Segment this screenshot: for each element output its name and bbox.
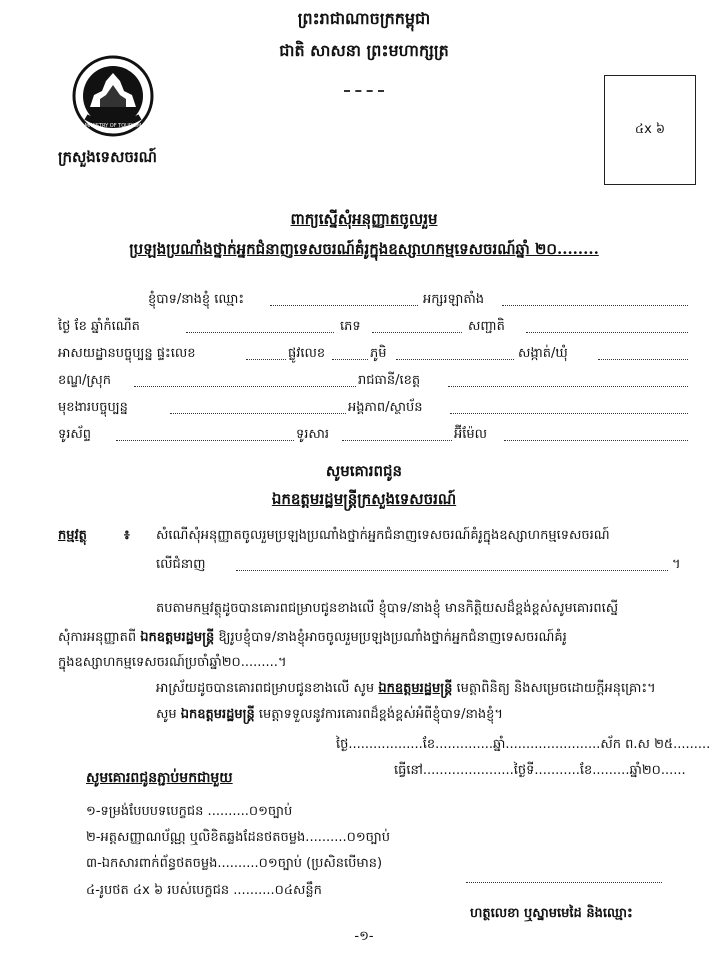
body-para3	[156, 706, 503, 725]
motto-divider	[344, 90, 384, 92]
field-commune-label: សង្កាត់/ឃុំ	[518, 346, 568, 361]
subject-colon: ៖	[124, 528, 130, 543]
field-name-line[interactable]	[270, 305, 418, 306]
field-name-label: ខ្ញុំបាទ/នាងខ្ញុំ ឈ្មោះ	[148, 292, 245, 307]
field-village-label: ភូមិ	[370, 346, 387, 361]
body-para1-pre: សុំការអនុញ្ញាតពី	[58, 630, 141, 645]
kingdom-heading: ព្រះរាជាណាចក្រកម្ពុជា	[297, 9, 431, 28]
photo-placeholder	[604, 75, 696, 185]
subject-text-line2: លើជំនាញ	[156, 557, 206, 572]
field-nationality-label: សញ្ជាតិ	[468, 319, 505, 334]
body-para2-pre: អាស្រ័យដូចបានគោរពជម្រាបជូនខាងលើ សូម	[156, 681, 379, 696]
field-fax-label: ទូរសារ	[296, 427, 330, 442]
field-district-label: ខណ្ឌ/ស្រុក	[58, 373, 112, 388]
signature-label: ហត្ថលេខា ឬស្នាមមេដៃ និងឈ្មោះ	[470, 906, 633, 921]
field-nationality-line[interactable]	[526, 332, 688, 333]
subject-text-line1: សំណើសុំអនុញ្ញាតចូលរួមប្រឡងប្រណាំងថ្នាក់អ្នកជំនាញទេសចរណ៍គំរូក្នុងឧស្សាហកម្មទេសចរណ៍	[156, 528, 610, 543]
field-unit-line[interactable]	[450, 413, 688, 414]
field-street-label: ផ្លូវលេខ	[288, 346, 326, 361]
attachment-item: ២-អត្តសញ្ញាណប័ណ្ណ ឬលិខិតឆ្លងដែនថតចម្លង..........០១ច្បាប់	[86, 830, 390, 845]
body-para2-minister: ឯកឧត្តមរដ្ឋមន្ត្រី	[378, 681, 453, 696]
field-latin-label: អក្សរឡាតាំង	[423, 292, 485, 307]
attachments-heading: សូមគោរពជូនភ្ជាប់មកជាមួយ	[86, 770, 233, 786]
field-province-label: រាជធានី/ខេត្ត	[358, 373, 421, 388]
field-fax-line[interactable]	[342, 440, 452, 441]
signature-line[interactable]	[466, 882, 662, 883]
body-para1-minister: ឯកឧត្តមរដ្ឋមន្ត្រី	[140, 630, 215, 645]
subject-label: កម្មវត្ថុ	[58, 528, 87, 543]
field-commune-line[interactable]	[598, 359, 688, 360]
field-sex-line[interactable]	[372, 332, 462, 333]
attachment-item: ៣-ឯកសារពាក់ព័ន្ធថតចម្លង..........០១ច្បាប់ (ប្រសិនបើមាន)	[86, 856, 383, 871]
addressee-respect: សូមគោរពជូន	[325, 462, 403, 480]
ministry-logo-icon	[72, 55, 154, 137]
field-position-line[interactable]	[170, 413, 346, 414]
national-motto: ជាតិ សាសនា ព្រះមហាក្សត្រ	[279, 41, 449, 60]
field-house-label: អាសយដ្ឋានបច្ចុប្បន្ន ផ្ទះលេខ	[58, 346, 196, 361]
field-sex-label: ភេទ	[340, 319, 361, 334]
field-province-line[interactable]	[448, 386, 688, 387]
field-unit-label: អង្គភាព/ស្ថាប័ន	[348, 400, 423, 415]
photo-size-label: ៤x ៦	[634, 121, 666, 137]
field-phone-label: ទូរស័ព្ទ	[58, 427, 92, 442]
subject-end: ។	[672, 557, 681, 572]
field-position-label: មុខងារបច្ចុប្បន្ន	[58, 400, 128, 415]
field-dob-label: ថ្ងៃ ខែ ឆ្នាំកំណើត	[58, 319, 140, 334]
body-para3-pre: សូម	[156, 707, 181, 722]
lunar-date-line: ថ្ងៃ..................ខែ..............ឆ្នាំ.......................ស័ក ព.ស ២៥.........	[336, 737, 711, 752]
body-para3-minister: ឯកឧត្តមរដ្ឋមន្ត្រី	[180, 707, 255, 722]
page-number: -១-	[354, 929, 374, 944]
subject-skill-line[interactable]	[236, 570, 668, 571]
form-title: ពាក្យស្នើសុំអនុញ្ញាតចូលរួម	[290, 210, 438, 228]
field-district-line[interactable]	[134, 386, 356, 387]
body-para1-line2	[58, 629, 567, 648]
body-para3-post: មេត្តាទទួលនូវការគោរពដ៏ខ្ពង់ខ្ពស់អំពីខ្ញុំបាទ/នាងខ្ញុំ។	[254, 707, 503, 722]
body-para1-line1: តបតាមកម្មវត្ថុដូចបានគោរពជម្រាបជូនខាងលើ ខ្ញុំបាទ/នាងខ្ញុំ មានកិត្តិយសដ៏ខ្ពង់ខ្ពស់សូមគោរពស្នើ	[156, 601, 619, 616]
body-para1-line3: ក្នុងឧស្សាហកម្មទេសចរណ៍ប្រចាំឆ្នាំ២០.........។	[58, 655, 287, 670]
ministry-name: ក្រសួងទេសចរណ៍	[58, 148, 157, 166]
field-dob-line[interactable]	[186, 332, 334, 333]
field-house-line[interactable]	[246, 359, 286, 360]
addressee-minister: ឯកឧត្តមរដ្ឋមន្ត្រីក្រសួងទេសចរណ៍	[271, 490, 457, 508]
field-phone-line[interactable]	[116, 440, 294, 441]
field-village-line[interactable]	[396, 359, 514, 360]
body-para2-post: មេត្តាពិនិត្យ និងសម្រេចដោយក្តីអនុគ្រោះ។	[452, 681, 656, 696]
logo-caption: MINISTRY OF TOURISM	[84, 123, 142, 129]
attachment-item: ១-ទម្រង់បែបបទបេក្ខជន ..........០១ច្បាប់	[86, 804, 293, 819]
field-email-line[interactable]	[504, 440, 688, 441]
body-para1-post: ឱ្យរូបខ្ញុំបាទ/នាងខ្ញុំអាចចូលរួមប្រឡងប្រណាំងថ្នាក់អ្នកជំនាញទេសចរណ៍គំរូ	[214, 630, 567, 645]
form-subtitle: ប្រឡងប្រណាំងថ្នាក់អ្នកជំនាញទេសចរណ៍គំរូក្នុងឧស្សាហកម្មទេសចរណ៍ឆ្នាំ ២០........	[129, 240, 599, 258]
field-street-line[interactable]	[332, 359, 368, 360]
field-email-label: អ៊ីម៉ែល	[454, 427, 488, 442]
attachment-item: ៤-រូបថត ៤x ៦ របស់បេក្ខជន ..........០៤សន្លឹក	[86, 883, 322, 898]
field-latin-line[interactable]	[502, 305, 688, 306]
solar-date-line: ធ្វើនៅ......................ថ្ងៃទី...........ខែ.........ឆ្នាំ២០......	[394, 763, 686, 778]
body-para2	[156, 680, 656, 699]
